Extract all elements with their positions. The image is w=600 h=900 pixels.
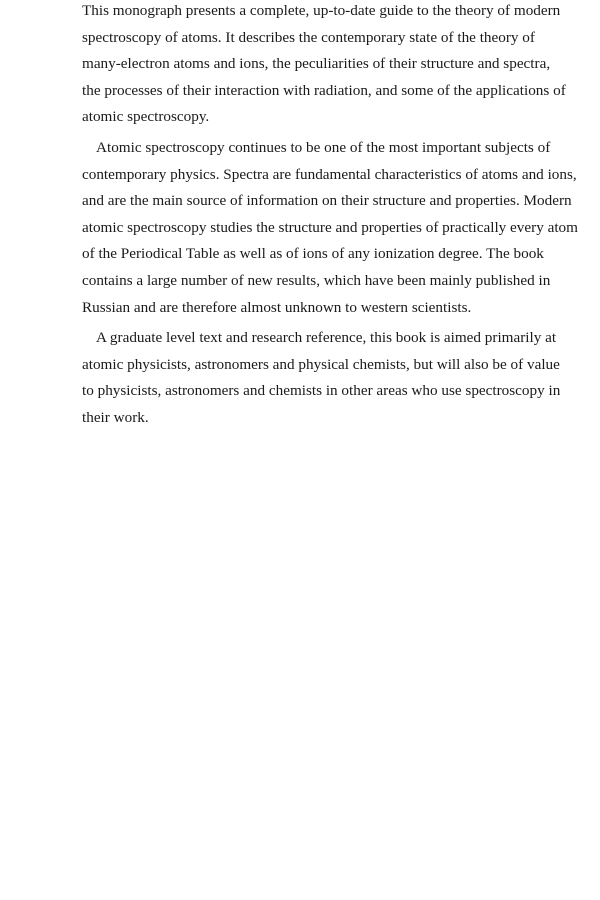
text-line: atomic spectroscopy studies the structure and properties of practically every atom bbox=[82, 218, 578, 236]
text-line: the processes of their interaction with radiation, and some of the applications of bbox=[82, 81, 566, 99]
text-line: Atomic spectroscopy continues to be one of the most important subjects of bbox=[96, 138, 551, 156]
text-line: to physicists, astronomers and chemists in other areas who use spectroscopy in bbox=[82, 382, 561, 400]
text-line: This monograph presents a complete, up-to-date guide to the theory of modern bbox=[82, 2, 561, 19]
text-line: of the Periodical Table as well as of ions of any ionization degree. The book bbox=[82, 245, 544, 263]
text-line: contemporary physics. Spectra are fundamental characteristics of atoms and ions, bbox=[82, 165, 577, 183]
paragraph-importance bbox=[82, 135, 578, 321]
paragraph-audience bbox=[82, 325, 561, 431]
text-line: their work. bbox=[82, 408, 149, 426]
text-line: contains a large number of new results, which have been mainly published in bbox=[82, 271, 551, 289]
text-line: spectroscopy of atoms. It describes the contemporary state of the theory of bbox=[82, 28, 535, 46]
text-line: A graduate level text and research reference, this book is aimed primarily at bbox=[96, 329, 557, 347]
text-line: Russian and are therefore almost unknown to western scientists. bbox=[82, 298, 472, 316]
body-text bbox=[82, 0, 578, 436]
text-line: atomic spectroscopy. bbox=[82, 108, 210, 126]
text-line: many-electron atoms and ions, the peculiarities of their structure and spectra, bbox=[82, 55, 551, 73]
text-line: and are the main source of information on their structure and properties. Modern bbox=[82, 192, 572, 210]
paragraph-intro bbox=[82, 0, 566, 131]
text-line: atomic physicists, astronomers and physical chemists, but will also be of value bbox=[82, 355, 560, 373]
